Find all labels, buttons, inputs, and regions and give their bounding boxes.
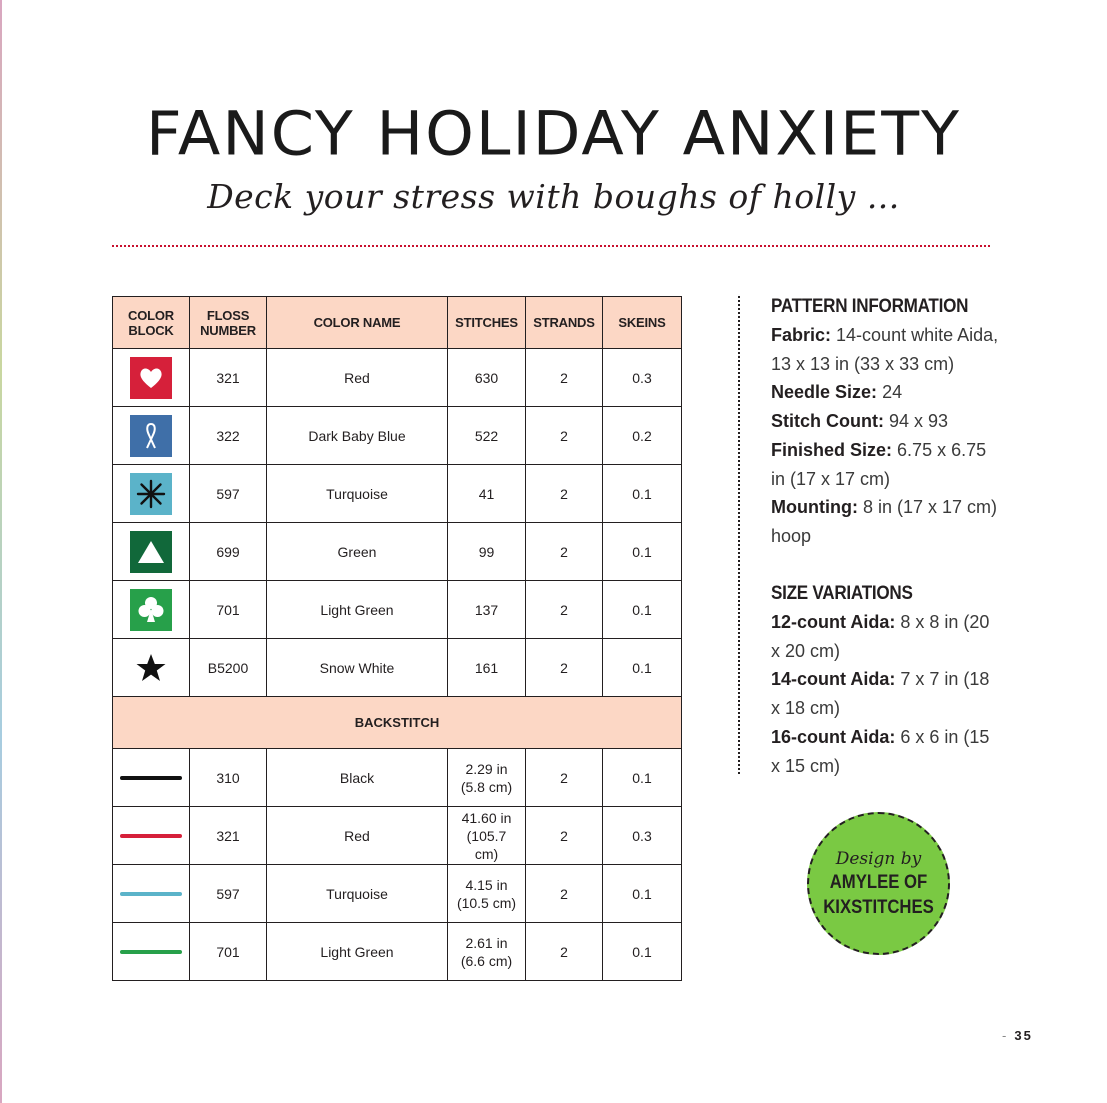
page-number-dash: - (1002, 1028, 1009, 1043)
strands: 2 (526, 865, 603, 923)
skeins: 0.2 (603, 407, 682, 465)
stitches: 41 (448, 465, 526, 523)
backstitch-line-swatch (120, 950, 182, 954)
backstitch-line-swatch (120, 776, 182, 780)
skeins: 0.3 (603, 807, 682, 865)
size-variation-item (771, 665, 1001, 722)
header-floss-number: FLOSS NUMBER (190, 297, 267, 349)
table-row (113, 749, 682, 807)
skeins: 0.1 (603, 523, 682, 581)
badge-design-by: Design by (835, 848, 922, 869)
strands: 2 (526, 639, 603, 697)
stitch-rows (113, 349, 682, 697)
fabric-label: Fabric: (771, 325, 832, 345)
heart-icon (130, 357, 172, 399)
size-variation-value: 6 x 6 in (15 x 15 cm) (771, 726, 990, 776)
strands: 2 (526, 923, 603, 981)
size-variation-label: 14-count Aida: (771, 669, 896, 690)
floss-number: 701 (190, 923, 267, 981)
backstitch-line-swatch (120, 892, 182, 896)
color-name: Turquoise (267, 865, 448, 923)
color-block-cell (113, 349, 190, 407)
skeins: 0.1 (603, 639, 682, 697)
stitch-length: 2.61 in (6.6 cm) (448, 923, 526, 981)
header-color-block: COLOR BLOCK (113, 297, 190, 349)
strands: 2 (526, 523, 603, 581)
page-number (1002, 1028, 1033, 1043)
page-number-value: 35 (1014, 1028, 1033, 1043)
table-row (113, 581, 682, 639)
header-stitches: STITCHES (448, 297, 526, 349)
strands: 2 (526, 349, 603, 407)
finished-size-line (771, 436, 1001, 493)
table-row (113, 349, 682, 407)
header-skeins: SKEINS (603, 297, 682, 349)
size-variation-value: 7 x 7 in (18 x 18 cm) (771, 669, 990, 719)
needle-label: Needle Size: (771, 382, 878, 403)
fabric-value: 14-count white Aida, 13 x 13 in (33 x 33 cm) (771, 325, 999, 374)
size-variations-heading: SIZE VARIATIONS (771, 583, 913, 604)
color-name: Red (267, 349, 448, 407)
stitches: 522 (448, 407, 526, 465)
page-title: FANCY HOLIDAY ANXIETY (145, 97, 962, 170)
line-sample-cell (113, 923, 190, 981)
floss-number: 322 (190, 407, 267, 465)
mounting-value: 8 in (17 x 17 cm) hoop (771, 497, 998, 546)
badge-designer-name: AMYLEE OF KIXSTITCHES (823, 871, 934, 918)
finished-size-label: Finished Size: (771, 439, 893, 460)
color-name: Dark Baby Blue (267, 407, 448, 465)
color-name: Snow White (267, 639, 448, 697)
floss-number: B5200 (190, 639, 267, 697)
strands: 2 (526, 407, 603, 465)
stitches: 161 (448, 639, 526, 697)
strands: 2 (526, 581, 603, 639)
color-name: Green (267, 523, 448, 581)
table-row (113, 639, 682, 697)
stitch-length: 41.60 in (105.7 cm) (448, 807, 526, 865)
stitch-count-label: Stitch Count: (771, 411, 884, 432)
stitch-length: 4.15 in (10.5 cm) (448, 865, 526, 923)
stitches: 137 (448, 581, 526, 639)
line-sample-cell (113, 865, 190, 923)
floss-number: 321 (190, 807, 267, 865)
color-name: Turquoise (267, 465, 448, 523)
table-row (113, 807, 682, 865)
stitch-length: 2.29 in (5.8 cm) (448, 749, 526, 807)
stitch-count-value: 94 x 93 (889, 411, 949, 432)
title-divider (112, 245, 990, 247)
floss-number: 701 (190, 581, 267, 639)
column-divider (738, 296, 740, 774)
size-variations (771, 580, 1001, 780)
backstitch-section-row (113, 697, 682, 749)
header-color-name: COLOR NAME (267, 297, 448, 349)
size-variation-item (771, 608, 1001, 665)
size-variation-value: 8 x 8 in (20 x 20 cm) (771, 612, 990, 661)
line-sample-cell (113, 807, 190, 865)
needle-value: 24 (882, 382, 903, 403)
stitch-count-line (771, 407, 1001, 436)
mounting-line (771, 493, 1001, 550)
skeins: 0.3 (603, 349, 682, 407)
ribbon-icon (130, 415, 172, 457)
color-name: Red (267, 807, 448, 865)
floss-number: 321 (190, 349, 267, 407)
asterisk-icon (130, 473, 172, 515)
table-row (113, 465, 682, 523)
stitches: 99 (448, 523, 526, 581)
skeins: 0.1 (603, 465, 682, 523)
header-strands: STRANDS (526, 297, 603, 349)
color-name: Light Green (267, 581, 448, 639)
color-block-cell (113, 465, 190, 523)
size-variation-label: 12-count Aida: (771, 612, 896, 632)
table-row (113, 865, 682, 923)
color-block-cell (113, 581, 190, 639)
pattern-info-heading: PATTERN INFORMATION (771, 296, 969, 317)
table-row (113, 407, 682, 465)
line-sample-cell (113, 749, 190, 807)
table-row (113, 523, 682, 581)
size-variation-label: 16-count Aida: (771, 726, 896, 747)
size-variation-item (771, 723, 1001, 780)
triangle-icon (130, 531, 172, 573)
backstitch-line-swatch (120, 834, 182, 838)
pattern-information (771, 293, 1001, 551)
page-subtitle: Deck your stress with boughs of holly ... (207, 177, 900, 216)
strands: 2 (526, 749, 603, 807)
table-header-row (113, 297, 682, 349)
floss-number: 310 (190, 749, 267, 807)
fabric-line (771, 321, 1001, 378)
stitches: 630 (448, 349, 526, 407)
color-block-cell (113, 523, 190, 581)
floss-number: 597 (190, 465, 267, 523)
strands: 2 (526, 465, 603, 523)
needle-line (771, 378, 1001, 407)
mounting-label: Mounting: (771, 497, 858, 518)
strands: 2 (526, 807, 603, 865)
color-name: Light Green (267, 923, 448, 981)
color-block-cell (113, 639, 190, 697)
floss-number: 597 (190, 865, 267, 923)
finished-size-value: 6.75 x 6.75 in (17 x 17 cm) (771, 439, 987, 489)
color-block-cell (113, 407, 190, 465)
skeins: 0.1 (603, 923, 682, 981)
star-icon (130, 647, 172, 689)
backstitch-heading: BACKSTITCH (113, 697, 682, 749)
backstitch-rows (113, 749, 682, 981)
club-icon (130, 589, 172, 631)
size-variation-list (771, 608, 1001, 780)
color-name: Black (267, 749, 448, 807)
table-row (113, 923, 682, 981)
skeins: 0.1 (603, 581, 682, 639)
skeins: 0.1 (603, 865, 682, 923)
floss-number: 699 (190, 523, 267, 581)
skeins: 0.1 (603, 749, 682, 807)
floss-key-table (112, 296, 682, 981)
designer-badge (807, 812, 950, 955)
